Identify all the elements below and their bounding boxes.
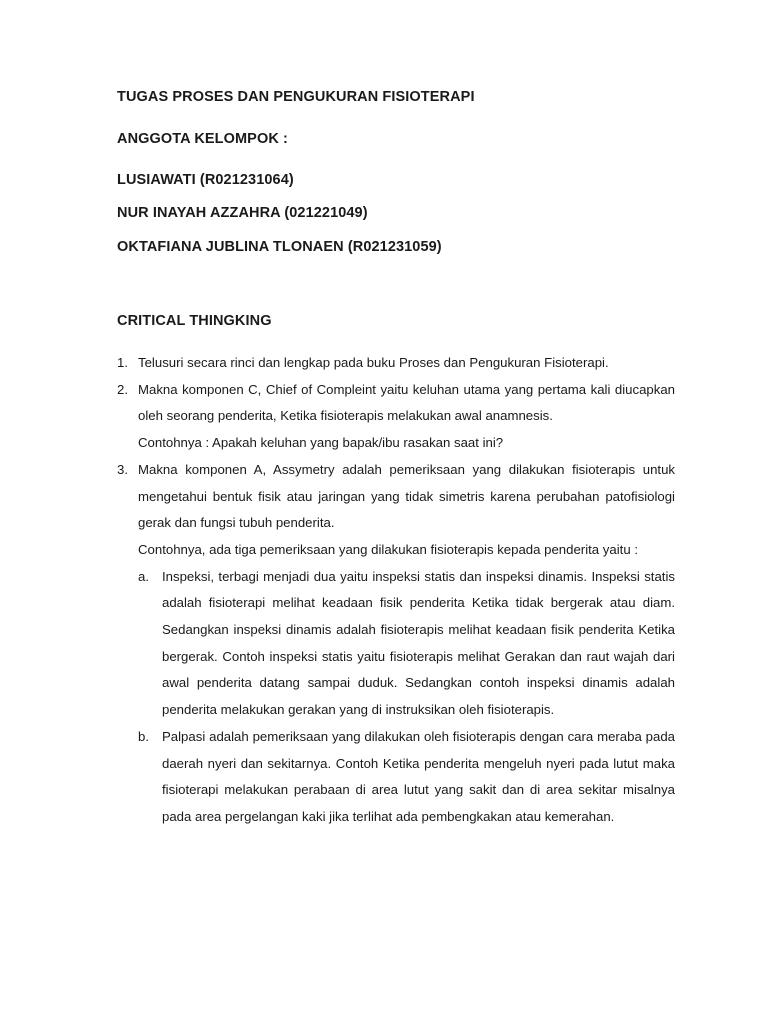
list-item-example: Contohnya : Apakah keluhan yang bapak/ibu rasakan saat ini?	[138, 435, 504, 451]
list-item-text: Makna komponen C, Chief of Compleint yaitu keluhan utama yang pertama kali diucapkan oleh seorang penderita, Ketika fisioterapis melakukan awal anamnesis.	[138, 381, 675, 424]
list-item-number: 1.	[117, 355, 128, 370]
member-name: NUR INAYAH AZZAHRA (021221049)	[117, 205, 368, 221]
critical-thinking-list-container	[117, 350, 675, 831]
list-item-example: Contohnya, ada tiga pemeriksaan yang dilakukan fisioterapis kepada penderita yaitu :	[138, 541, 638, 557]
sublist-item-letter: a.	[138, 568, 149, 584]
section-title: CRITICAL THINGKING	[117, 313, 272, 329]
sublist-item-text: Palpasi adalah pemeriksaan yang dilakukan oleh fisioterapis dengan cara meraba pada daerah nyeri dan sekitarnya. Contoh Ketika penderita mengeluh nyeri pada lutut maka fisioterapi melakukan perabaan di area lutut yang sakit dan di area sekitar misalnya pada area pergelangan kaki jika terlihat ada pembengkakan atau kemerahan.	[162, 728, 675, 824]
list-item	[117, 350, 675, 377]
list-item-text: Makna komponen A, Assymetry adalah pemeriksaan yang dilakukan fisioterapis untuk mengetahui bentuk fisik atau jaringan yang tidak simetris karena perubahan patofisiologi gerak dan fungsi tubuh penderita.	[138, 461, 675, 531]
document-title: TUGAS PROSES DAN PENGUKURAN FISIOTERAPI	[117, 89, 475, 105]
sublist-item-letter: b.	[138, 728, 149, 744]
numbered-list	[117, 350, 675, 831]
members-label: ANGGOTA KELOMPOK :	[117, 131, 288, 147]
lettered-sublist	[138, 564, 675, 831]
sublist-item	[138, 564, 675, 724]
member-name: LUSIAWATI (R021231064)	[117, 172, 294, 188]
list-item-number: 3.	[117, 461, 128, 477]
list-item-number: 2.	[117, 381, 128, 397]
list-item	[117, 377, 675, 457]
sublist-item-text: Inspeksi, terbagi menjadi dua yaitu inspeksi statis dan inspeksi dinamis. Inspeksi statis adalah fisioterapi melihat keadaan fisik penderita Ketika tidak bergerak atau diam. Sedangkan inspeksi dinamis adalah fisioterapis melihat keadaan fisik penderita Ketika bergerak. Contoh inspeksi statis yaitu fisioterapis melihat Gerakan dan raut wajah dari awal penderita datang sampai duduk. Sedangkan contoh inspeksi dinamis adalah penderita melakukan gerakan yang di instruksikan oleh fisioterapis.	[162, 568, 675, 718]
list-item-text: Telusuri secara rinci dan lengkap pada buku Proses dan Pengukuran Fisioterapi.	[138, 355, 609, 370]
member-name: OKTAFIANA JUBLINA TLONAEN (R021231059)	[117, 239, 442, 255]
list-item	[117, 457, 675, 831]
sublist-item	[138, 724, 675, 831]
